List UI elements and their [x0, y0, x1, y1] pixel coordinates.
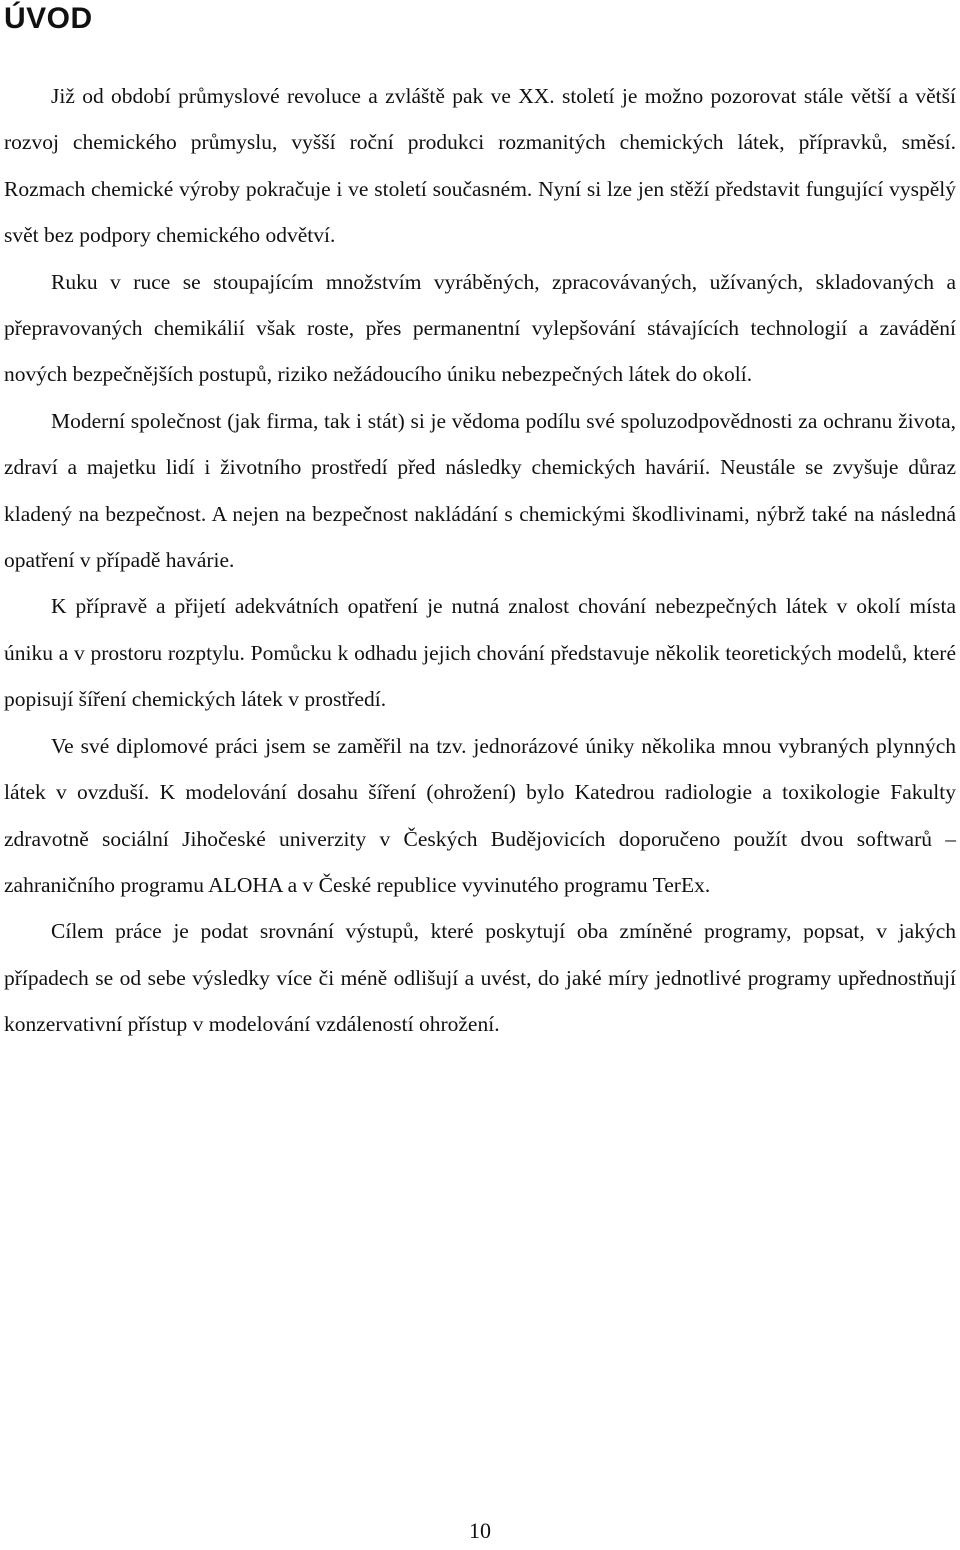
page-number: 10: [469, 1518, 491, 1543]
paragraph-thesis-goal: Cílem práce je podat srovnání výstupů, které poskytují oba zmíněné programy, popsat, v jakých případech se od sebe výsledky více či méně odlišují a uvést, do jaké míry jednotlivé programy upřednostňují konzervativní přístup v modelování vzdáleností ohrožení.: [4, 919, 956, 1037]
paragraph-society-responsibility: Moderní společnost (jak firma, tak i stát) si je vědoma podílu své spoluzodpovědnosti za ochranu života, zdraví a majetku lidí i životního prostředí před následky chemických havárií. Neustále se zvyšuje důraz kladený na bezpečnost. A nejen na bezpečnost nakládání s chemickými škodlivinami, nýbrž také na následná opatření v případě havárie.: [4, 408, 956, 573]
page-title: ÚVOD: [4, 2, 93, 35]
body-text: [4, 73, 956, 1048]
paragraph-introduction: Již od období průmyslové revoluce a zvláště pak ve XX. století je možno pozorovat stále větší a větší rozvoj chemického průmyslu, vyšší roční produkci rozmanitých chemických látek, přípravků, směsí. Rozmach chemické výroby pokračuje i ve století současném. Nyní si lze jen stěží představit fungující vyspělý svět bez podpory chemického odvětví.: [4, 84, 956, 248]
paragraph-chemical-risk: Ruku v ruce se stoupajícím množstvím vyráběných, zpracovávaných, užívaných, skladovaných a přepravovaných chemikálií však roste, přes permanentní vylepšování stávajících technologií a zavádění nových bezpečnějších postupů, riziko nežádoucího úniku nebezpečných látek do okolí.: [4, 269, 956, 387]
paragraph-dispersion-models: K přípravě a přijetí adekvátních opatření je nutná znalost chování nebezpečných látek v okolí místa úniku a v prostoru rozptylu. Pomůcku k odhadu jejich chování představuje několik teoretických modelů, které popisují šíření chemických látek v prostředí.: [4, 594, 956, 712]
paragraph-thesis-focus: Ve své diplomové práci jsem se zaměřil na tzv. jednorázové úniky několika mnou vybraných plynných látek v ovzduší. K modelování dosahu šíření (ohrožení) bylo Katedrou radiologie a toxikologie Fakulty zdravotně sociální Jihočeské univerzity v Českých Budějovicích doporučeno použít dvou softwarů – zahraničního programu ALOHA a v České republice vyvinutého programu TerEx.: [4, 733, 956, 897]
